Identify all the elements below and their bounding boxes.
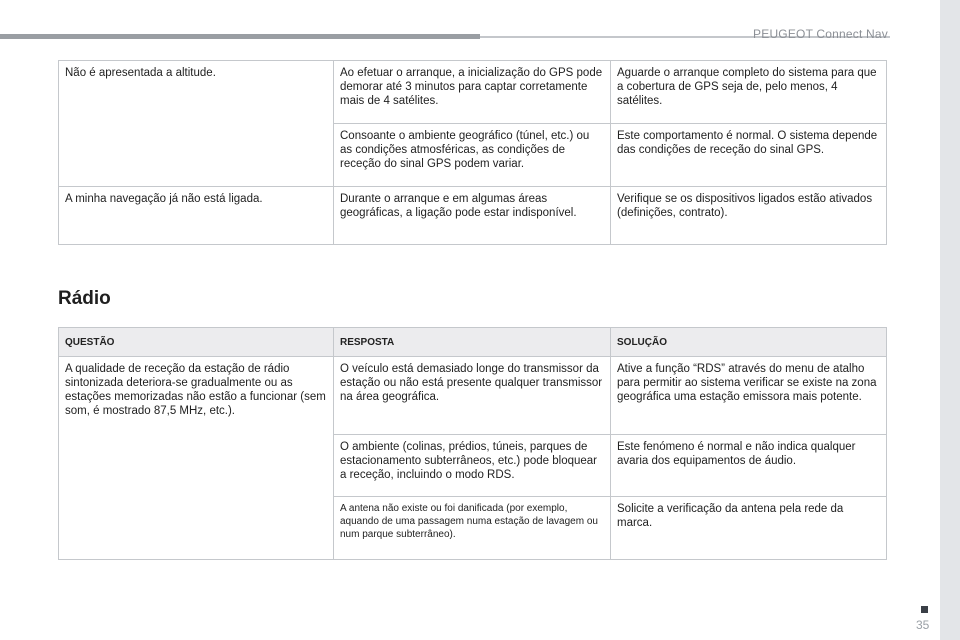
- header-rule-dark: [0, 34, 480, 39]
- column-header-response: RESPOSTA: [334, 328, 611, 357]
- page-marker-square: [921, 606, 928, 613]
- table-row: [59, 61, 887, 124]
- response-cell: O veículo está demasiado longe do transmissor da estação ou não está presente qualquer transmissor na área geográfica.: [334, 357, 611, 435]
- column-header-solution: SOLUÇÃO: [611, 328, 887, 357]
- response-cell: Ao efetuar o arranque, a inicialização do GPS pode demorar até 3 minutos para captar corretamente mais de 4 satélites.: [334, 61, 611, 124]
- question-cell: A minha navegação já não está ligada.: [59, 187, 334, 245]
- manual-title: PEUGEOT Connect Nav: [753, 27, 888, 41]
- solution-cell: Este comportamento é normal. O sistema depende das condições de receção do sinal GPS.: [611, 124, 887, 187]
- response-cell: O ambiente (colinas, prédios, túneis, parques de estacionamento subterrâneos, etc.) pode bloquear a receção, incluindo o modo RDS.: [334, 435, 611, 497]
- solution-cell: Aguarde o arranque completo do sistema para que a cobertura de GPS seja de, pelo menos, 4 satélites.: [611, 61, 887, 124]
- solution-cell: Ative a função “RDS” através do menu de atalho para permitir ao sistema verificar se existe na zona geográfica uma estação emissora mais potente.: [611, 357, 887, 435]
- solution-cell: Este fenómeno é normal e não indica qualquer avaria dos equipamentos de áudio.: [611, 435, 887, 497]
- section-title-radio: Rádio: [58, 288, 111, 309]
- radio-troubleshooting-table: [58, 327, 887, 560]
- table-row: [59, 357, 887, 435]
- response-cell: Durante o arranque e em algumas áreas geográficas, a ligação pode estar indisponível.: [334, 187, 611, 245]
- column-header-question: QUESTÃO: [59, 328, 334, 357]
- question-cell: A qualidade de receção da estação de rádio sintonizada deteriora-se gradualmente ou as estações memorizadas não estão a funcionar (sem som, é mostrado 87,5 MHz, etc.).: [59, 357, 334, 560]
- solution-cell: Verifique se os dispositivos ligados estão ativados (definições, contrato).: [611, 187, 887, 245]
- gps-troubleshooting-table: [58, 60, 887, 245]
- table-row: [59, 187, 887, 245]
- response-cell: A antena não existe ou foi danificada (por exemplo, aquando de uma passagem numa estação de lavagem ou num parque subterrâneo).: [334, 497, 611, 560]
- solution-cell: Solicite a verificação da antena pela rede da marca.: [611, 497, 887, 560]
- page-edge-strip: [940, 0, 960, 640]
- table-header-row: [59, 328, 887, 357]
- page-number: 35: [916, 618, 930, 632]
- response-cell: Consoante o ambiente geográfico (túnel, etc.) ou as condições atmosféricas, as condições de receção do sinal GPS podem variar.: [334, 124, 611, 187]
- question-cell: Não é apresentada a altitude.: [59, 61, 334, 187]
